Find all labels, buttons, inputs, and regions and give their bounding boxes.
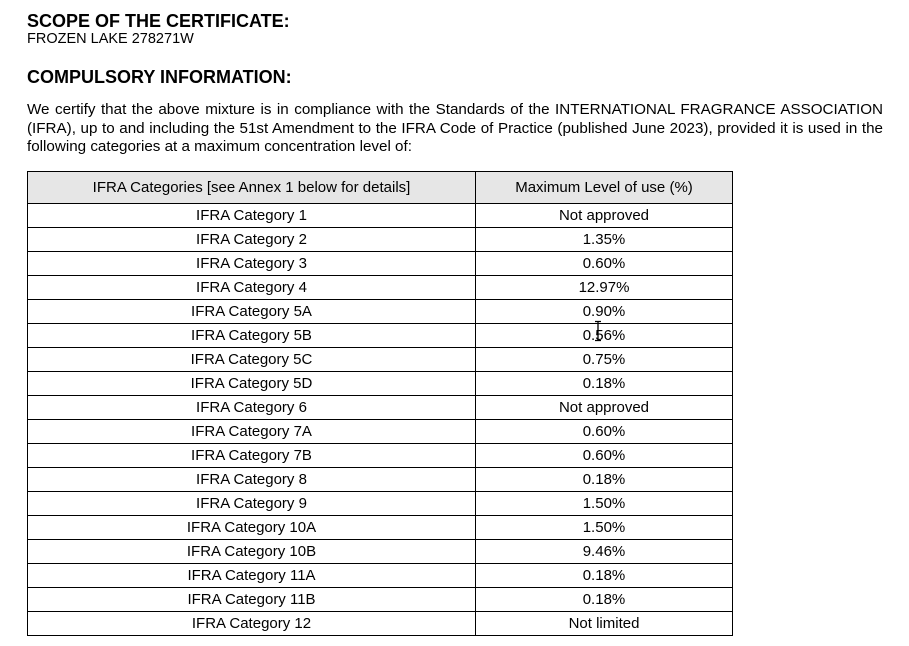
table-row — [28, 228, 733, 252]
max-level-cell: 1.50% — [476, 516, 733, 540]
max-level-cell: 1.35% — [476, 228, 733, 252]
table-row — [28, 588, 733, 612]
max-level-cell: Not limited — [476, 612, 733, 636]
table-row — [28, 276, 733, 300]
category-cell: IFRA Category 3 — [28, 252, 476, 276]
table-row — [28, 252, 733, 276]
category-cell: IFRA Category 5A — [28, 300, 476, 324]
category-cell: IFRA Category 9 — [28, 492, 476, 516]
scope-heading: SCOPE OF THE CERTIFICATE: — [27, 11, 290, 31]
table-row — [28, 204, 733, 228]
table-row — [28, 324, 733, 348]
category-cell: IFRA Category 10B — [28, 540, 476, 564]
table-row — [28, 564, 733, 588]
category-cell: IFRA Category 10A — [28, 516, 476, 540]
table-header-row — [28, 172, 733, 204]
table-row — [28, 468, 733, 492]
category-cell: IFRA Category 5C — [28, 348, 476, 372]
header-categories: IFRA Categories [see Annex 1 below for details] — [28, 172, 476, 204]
max-level-cell: 1.50% — [476, 492, 733, 516]
category-cell: IFRA Category 8 — [28, 468, 476, 492]
max-level-cell: 0.60% — [476, 252, 733, 276]
category-cell: IFRA Category 12 — [28, 612, 476, 636]
max-level-cell: 0.18% — [476, 468, 733, 492]
max-level-cell: 0.60% — [476, 444, 733, 468]
category-cell: IFRA Category 11A — [28, 564, 476, 588]
product-name: FROZEN LAKE 278271W — [27, 31, 194, 47]
max-level-cell: 0.90% — [476, 300, 733, 324]
category-cell: IFRA Category 6 — [28, 396, 476, 420]
category-cell: IFRA Category 5B — [28, 324, 476, 348]
max-level-cell: 0.75% — [476, 348, 733, 372]
table-row — [28, 396, 733, 420]
category-cell: IFRA Category 7A — [28, 420, 476, 444]
category-cell: IFRA Category 11B — [28, 588, 476, 612]
table-row — [28, 372, 733, 396]
max-level-cell: 9.46% — [476, 540, 733, 564]
table-row — [28, 540, 733, 564]
category-cell: IFRA Category 7B — [28, 444, 476, 468]
max-level-cell: Not approved — [476, 204, 733, 228]
max-level-cell: 0.18% — [476, 564, 733, 588]
max-level-cell: Not approved — [476, 396, 733, 420]
category-cell: IFRA Category 1 — [28, 204, 476, 228]
max-level-cell: 0.60% — [476, 420, 733, 444]
max-level-cell: 12.97% — [476, 276, 733, 300]
compliance-statement: We certify that the above mixture is in compliance with the Standards of the INTERNATIONAL FRAGRANCE ASSOCIATION (IFRA), up to and including the 51st Amendment to the IFRA Code of Practice (published June 2023), provided it is used in the following categories at a maximum concentration level of: — [27, 101, 883, 155]
category-cell: IFRA Category 2 — [28, 228, 476, 252]
table-row — [28, 612, 733, 636]
table-row — [28, 300, 733, 324]
max-level-cell: 0.56% — [476, 324, 733, 348]
max-level-cell: 0.18% — [476, 372, 733, 396]
ifra-table — [27, 171, 733, 636]
table-row — [28, 444, 733, 468]
table-row — [28, 348, 733, 372]
category-cell: IFRA Category 5D — [28, 372, 476, 396]
header-max-level: Maximum Level of use (%) — [476, 172, 733, 204]
compulsory-heading: COMPULSORY INFORMATION: — [27, 67, 292, 87]
max-level-cell: 0.18% — [476, 588, 733, 612]
table-row — [28, 516, 733, 540]
category-cell: IFRA Category 4 — [28, 276, 476, 300]
table-row — [28, 420, 733, 444]
table-row — [28, 492, 733, 516]
